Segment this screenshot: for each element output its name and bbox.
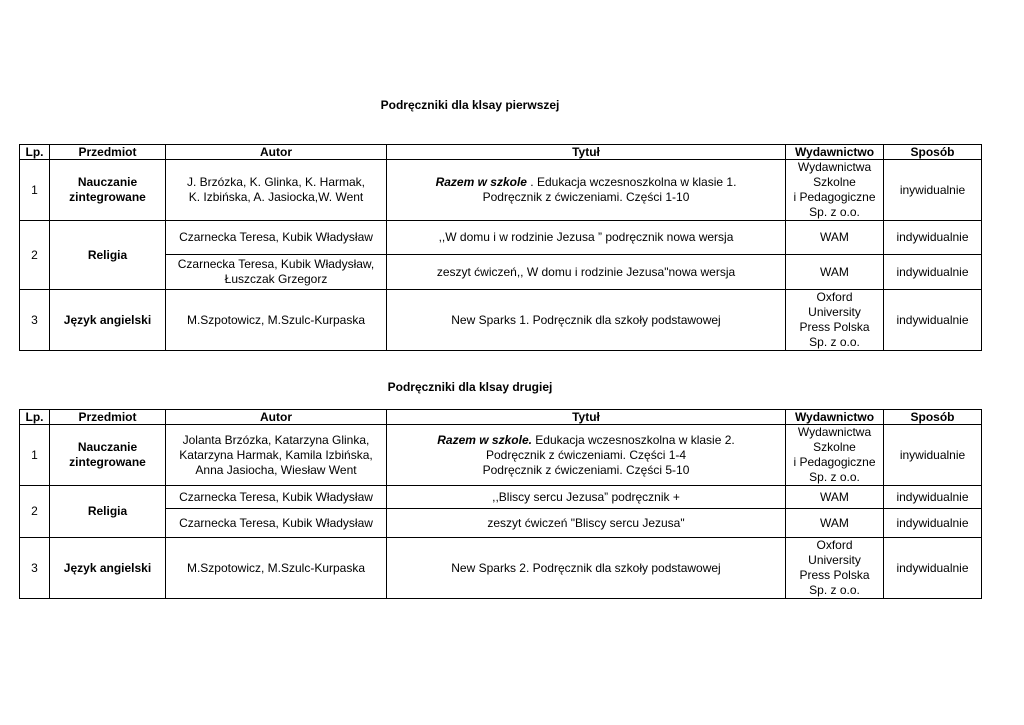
author-line: J. Brzózka, K. Glinka, K. Harmak, — [186, 175, 366, 189]
row-author: Czarnecka Teresa, Kubik Władysław — [166, 221, 387, 255]
row-author — [166, 160, 387, 221]
row-title: ,,W domu i w rodzinie Jezusa ” podręcznik nowa wersja — [387, 221, 786, 255]
publisher-line: Szkolne — [813, 440, 856, 454]
header-publisher: Wydawnictwo — [786, 410, 884, 425]
subject-line: Nauczanie — [77, 440, 138, 454]
row-subject — [50, 425, 166, 486]
row-title: zeszyt ćwiczeń "Bliscy sercu Jezusa" — [387, 509, 786, 538]
title-rest: . Edukacja wczesnoszkolna w klasie 1. — [526, 175, 737, 189]
row-mode: indywidualnie — [884, 486, 982, 509]
section-title-second-grade: Podręczniki dla klsay drugiej — [387, 380, 553, 394]
header-subject: Przedmiot — [50, 410, 166, 425]
publisher-line: Oxford — [816, 290, 853, 304]
publisher-line: Press Polska — [799, 320, 870, 334]
row-lp: 2 — [20, 486, 50, 538]
table-row — [20, 290, 982, 351]
table-header-row — [20, 145, 982, 160]
row-subject: Religia — [50, 221, 166, 290]
title-line: Podręcznik z ćwiczeniami. Części 1-10 — [482, 190, 690, 204]
header-author: Autor — [166, 410, 387, 425]
publisher-line: University — [808, 553, 861, 567]
row-publisher: WAM — [786, 509, 884, 538]
row-publisher: WAM — [786, 221, 884, 255]
author-line: Katarzyna Harmak, Kamila Izbińska, — [179, 447, 373, 462]
publisher-line: Sp. z o.o. — [809, 583, 860, 597]
title-line: Podręcznik z ćwiczeniami. Części 1-4 — [485, 447, 687, 462]
table-row — [20, 486, 982, 509]
header-lp: Lp. — [20, 145, 50, 160]
row-subject: Język angielski — [50, 290, 166, 351]
publisher-line: Wydawnictwa — [797, 425, 872, 439]
publisher-line: Szkolne — [813, 175, 856, 189]
publisher-line: Sp. z o.o. — [809, 470, 860, 484]
author-line: K. Izbińska, A. Jasiocka,W. Went — [188, 190, 364, 204]
header-author: Autor — [166, 145, 387, 160]
publisher-line: Press Polska — [799, 568, 870, 582]
row-author: M.Szpotowicz, M.Szulc-Kurpaska — [166, 538, 387, 599]
publisher-line: Oxford — [816, 538, 853, 552]
row-mode: indywidualnie — [884, 538, 982, 599]
section-title-first-grade: Podręczniki dla klsay pierwszej — [380, 98, 560, 112]
row-lp: 1 — [20, 160, 50, 221]
header-publisher: Wydawnictwo — [786, 145, 884, 160]
row-lp: 1 — [20, 425, 50, 486]
publisher-line: Sp. z o.o. — [809, 335, 860, 349]
row-mode: indywidualnie — [884, 290, 982, 351]
row-subject: Religia — [50, 486, 166, 538]
row-title: zeszyt ćwiczeń,, W domu i rodzinie Jezusa"nowa wersja — [387, 255, 786, 290]
row-publisher — [786, 425, 884, 486]
row-author: Czarnecka Teresa, Kubik Władysław — [166, 509, 387, 538]
subject-line: zintegrowane — [69, 190, 146, 204]
row-title: ,,Bliscy sercu Jezusa” podręcznik + — [387, 486, 786, 509]
publisher-line: i Pedagogiczne — [793, 455, 876, 469]
row-mode: indywidualnie — [884, 255, 982, 290]
author-line: Łuszczak Grzegorz — [224, 272, 328, 286]
title-line — [390, 175, 782, 190]
row-lp: 3 — [20, 290, 50, 351]
title-emphasis: Razem w szkole. — [437, 432, 532, 447]
row-title — [387, 425, 786, 486]
table-row — [20, 425, 982, 486]
title-line — [390, 433, 782, 448]
table-header-row — [20, 410, 982, 425]
subject-line: Nauczanie — [77, 175, 138, 189]
title-rest: Edukacja wczesnoszkolna w klasie 2. — [531, 432, 735, 447]
table-row — [20, 538, 982, 599]
publisher-line: Sp. z o.o. — [809, 205, 860, 219]
header-subject: Przedmiot — [50, 145, 166, 160]
row-lp: 2 — [20, 221, 50, 290]
row-author — [166, 425, 387, 486]
publisher-line: i Pedagogiczne — [793, 190, 876, 204]
title-emphasis: Razem w szkole — [435, 175, 527, 189]
row-publisher — [786, 538, 884, 599]
author-line: Anna Jasiocha, Wiesław Went — [195, 462, 357, 477]
table-row — [20, 221, 982, 255]
header-mode: Sposób — [884, 145, 982, 160]
row-mode: inywidualnie — [884, 160, 982, 221]
row-author — [166, 255, 387, 290]
header-title: Tytuł — [387, 410, 786, 425]
publisher-line: Wydawnictwa — [797, 160, 872, 174]
row-mode: indywidualnie — [884, 509, 982, 538]
row-title — [387, 160, 786, 221]
row-subject: Język angielski — [50, 538, 166, 599]
row-publisher — [786, 290, 884, 351]
subject-line: zintegrowane — [69, 455, 146, 469]
row-subject — [50, 160, 166, 221]
author-line: Czarnecka Teresa, Kubik Władysław, — [177, 257, 375, 271]
row-publisher — [786, 160, 884, 221]
row-title: New Sparks 1. Podręcznik dla szkoły podstawowej — [387, 290, 786, 351]
row-publisher: WAM — [786, 486, 884, 509]
header-lp: Lp. — [20, 410, 50, 425]
row-author: Czarnecka Teresa, Kubik Władysław — [166, 486, 387, 509]
table-row — [20, 160, 982, 221]
row-publisher: WAM — [786, 255, 884, 290]
textbook-table-first-grade — [19, 144, 982, 351]
author-line: Jolanta Brzózka, Katarzyna Glinka, — [182, 432, 370, 447]
row-mode: inywidualnie — [884, 425, 982, 486]
textbook-table-second-grade — [19, 409, 982, 599]
row-lp: 3 — [20, 538, 50, 599]
header-title: Tytuł — [387, 145, 786, 160]
row-author: M.Szpotowicz, M.Szulc-Kurpaska — [166, 290, 387, 351]
row-mode: indywidualnie — [884, 221, 982, 255]
row-title: New Sparks 2. Podręcznik dla szkoły podstawowej — [387, 538, 786, 599]
publisher-line: University — [808, 305, 861, 319]
title-line: Podręcznik z ćwiczeniami. Części 5-10 — [482, 462, 690, 477]
header-mode: Sposób — [884, 410, 982, 425]
